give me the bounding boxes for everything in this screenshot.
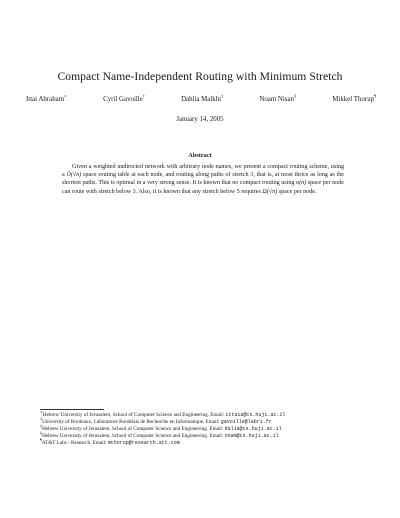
footnote-mark: ‡ [40, 423, 43, 429]
footnote-list [40, 409, 370, 447]
author-name: Ittai Abraham [26, 96, 65, 103]
author-name: Cyril Gavoille [103, 96, 143, 103]
footnote-email: gavoille@labri.fr [220, 419, 272, 426]
abstract-text-2: space routing table at each node, and routing along paths of stretch 3, that is, at most thrice as long as the shortest paths. This is optimal in a very strong sense. It is known that no compact routing using [62, 172, 344, 187]
abstract-math-2: o(n) [296, 180, 307, 187]
footnote-text: Hebrew University of Jerusalem, School of Computer Science and Engineering. Email: [42, 433, 225, 440]
author-3 [181, 93, 224, 103]
author-mark: ∗ [64, 93, 67, 99]
footnote-text: University of Bordeaux, Laboratoire Bordelais de Recherche en Informatique. Email: [42, 419, 221, 426]
footnote-email: dalia@cs.huji.ac.il [224, 426, 282, 433]
footnote-text: AT&T Labs - Research. Email: [41, 440, 108, 447]
abstract-text-1: Given a weighted undirected network with arbitrary node names, we present a compact routing scheme, using a [62, 164, 344, 179]
footnote-mark: § [40, 430, 43, 436]
author-name: Dahlia Malkhi [181, 96, 222, 103]
footnote-email: mthorup@research.att.com [107, 440, 180, 447]
author-2 [103, 93, 145, 103]
footnote-email: ittaia@cs.huji.ac.il [225, 412, 286, 418]
footnote-mark: † [40, 416, 43, 422]
author-5 [332, 93, 376, 103]
author-mark: ‡ [221, 93, 224, 99]
abstract-text-3: space per node can route with stretch below 3. Also, it is known that any stretch below 5 requires [62, 180, 344, 195]
author-mark: † [142, 93, 145, 99]
paper-title: Compact Name-Independent Routing with Minimum Stretch [57, 70, 343, 83]
abstract-math-1: Õ(√n) [66, 172, 82, 179]
footnote-rule [40, 409, 104, 410]
abstract-heading: Abstract [188, 152, 212, 159]
author-1 [26, 93, 67, 103]
abstract-body [62, 163, 344, 196]
author-mark: § [294, 93, 297, 99]
author-name: Noam Nisan [259, 96, 294, 103]
author-name: Mikkel Thorup [332, 96, 375, 103]
footnote-mark: ∗ [40, 409, 43, 415]
paper-date: January 14, 2005 [176, 116, 224, 123]
footnote-text: Hebrew University of Jerusalem, School of Computer Science and Engineering. Email: [42, 412, 226, 418]
footnote-mark: ¶ [40, 437, 42, 443]
footnote-5 [40, 437, 370, 447]
author-list [26, 93, 376, 103]
author-mark: ¶ [374, 93, 376, 99]
author-4 [259, 93, 297, 103]
footnote-email: noam@cs.huji.ac.il [224, 433, 279, 440]
footnote-text: Hebrew University of Jerusalem, School of Computer Science and Engineering. Email: [42, 426, 225, 433]
abstract-math-3: Ω(√n) [262, 188, 278, 195]
abstract-text-4: space per node. [277, 188, 317, 195]
